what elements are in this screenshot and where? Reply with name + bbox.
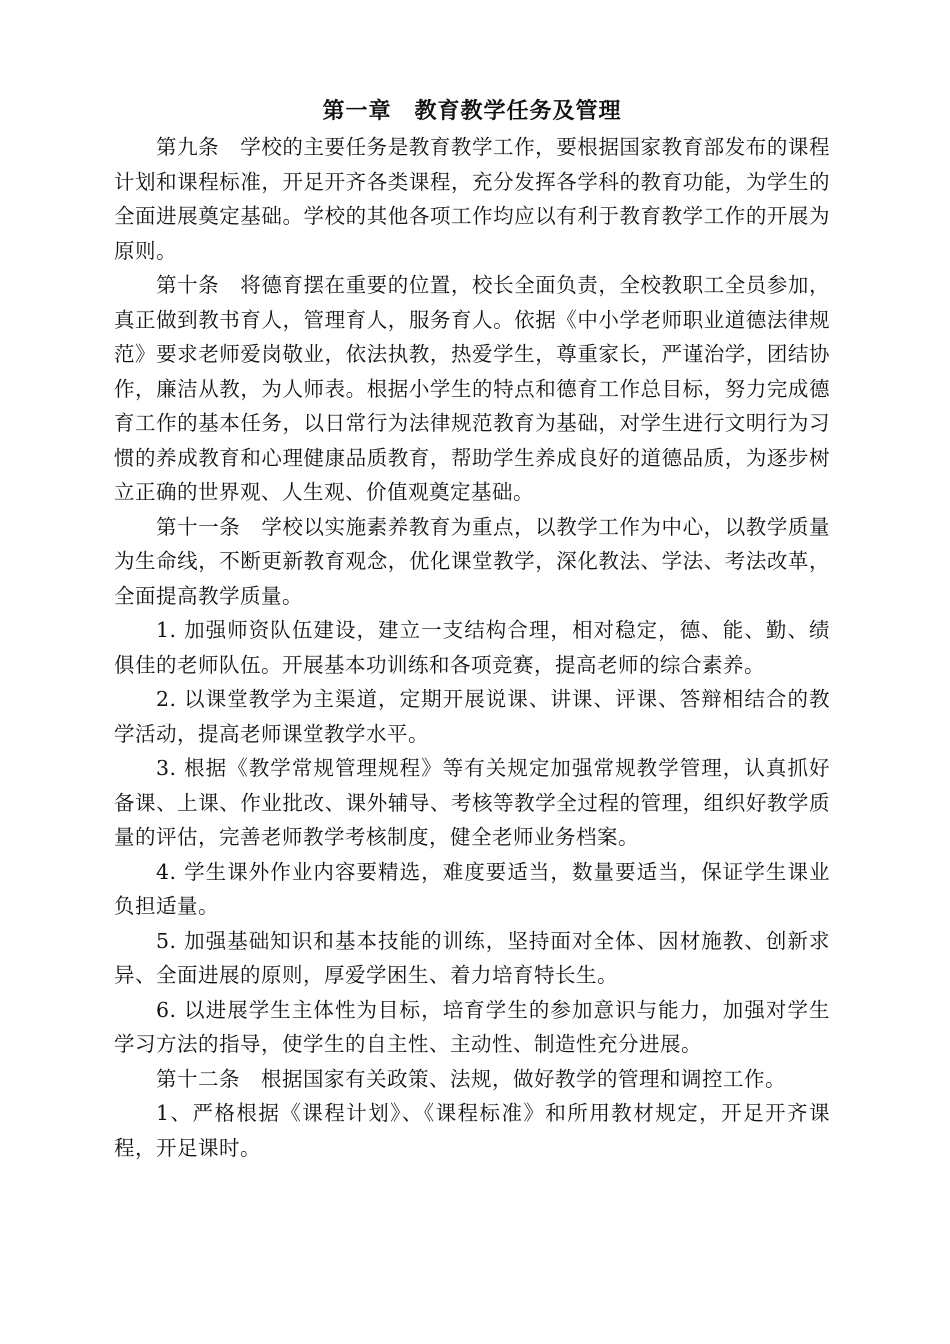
document-page — [114, 94, 830, 1165]
paragraph-item-3: 3. 根据《教学常规管理规程》等有关规定加强常规教学管理，认真抓好备课、上课、作业批改、课外辅导、考核等教学全过程的管理，组织好教学质量的评估，完善老师教学考核制度，健全老师业务档案。 — [114, 756, 830, 849]
paragraph-item-2: 2. 以课堂教学为主渠道，定期开展说课、讲课、评课、答辩相结合的教学活动，提高老师课堂教学水平。 — [114, 687, 830, 746]
paragraph-article-12-item-1: 1、严格根据《课程计划》、《课程标准》和所用教材规定，开足开齐课程，开足课时。 — [114, 1101, 830, 1160]
paragraph-article-9: 第九条 学校的主要任务是教育教学工作，要根据国家教育部发布的课程计划和课程标准，开足开齐各类课程，充分发挥各学科的教育功能，为学生的全面进展奠定基础。学校的其他各项工作均应以有利于教育教学工作的开展为原则。 — [114, 135, 830, 263]
paragraph-item-1: 1. 加强师资队伍建设，建立一支结构合理，相对稳定，德、能、勤、绩俱佳的老师队伍。开展基本功训练和各项竞赛，提高老师的综合素养。 — [114, 618, 830, 677]
paragraph-article-12: 第十二条 根据国家有关政策、法规，做好教学的管理和调控工作。 — [156, 1066, 786, 1091]
chapter-title: 第一章 教育教学任务及管理 — [322, 98, 622, 124]
paragraph-article-11: 第十一条 学校以实施素养教育为重点，以教学工作为中心，以教学质量为生命线，不断更新教育观念，优化课堂教学，深化教法、学法、考法改革，全面提高教学质量。 — [114, 514, 830, 608]
paragraph-item-6: 6. 以进展学生主体性为目标，培育学生的参加意识与能力，加强对学生学习方法的指导，使学生的自主性、主动性、制造性充分进展。 — [114, 997, 830, 1056]
paragraph-item-5: 5. 加强基础知识和基本技能的训练，坚持面对全体、因材施教、创新求异、全面进展的原则，厚爱学困生、着力培育特长生。 — [114, 928, 830, 987]
paragraph-article-10: 第十条 将德育摆在重要的位置，校长全面负责，全校教职工全员参加，真正做到教书育人，管理育人，服务育人。依据《中小学老师职业道德法律规范》要求老师爱岗敬业，依法执教，热爱学生，尊重家长，严谨治学，团结协作，廉洁从教，为人师表。根据小学生的特点和德育工作总目标，努力完成德育工作的基本任务，以日常行为法律规范教育为基础，对学生进行文明行为习惯的养成教育和心理健康品质教育，帮助学生养成良好的道德品质，为逐步树立正确的世界观、人生观、价值观奠定基础。 — [114, 273, 830, 504]
paragraph-item-4: 4. 学生课外作业内容要精选，难度要适当，数量要适当，保证学生课业负担适量。 — [114, 859, 830, 918]
